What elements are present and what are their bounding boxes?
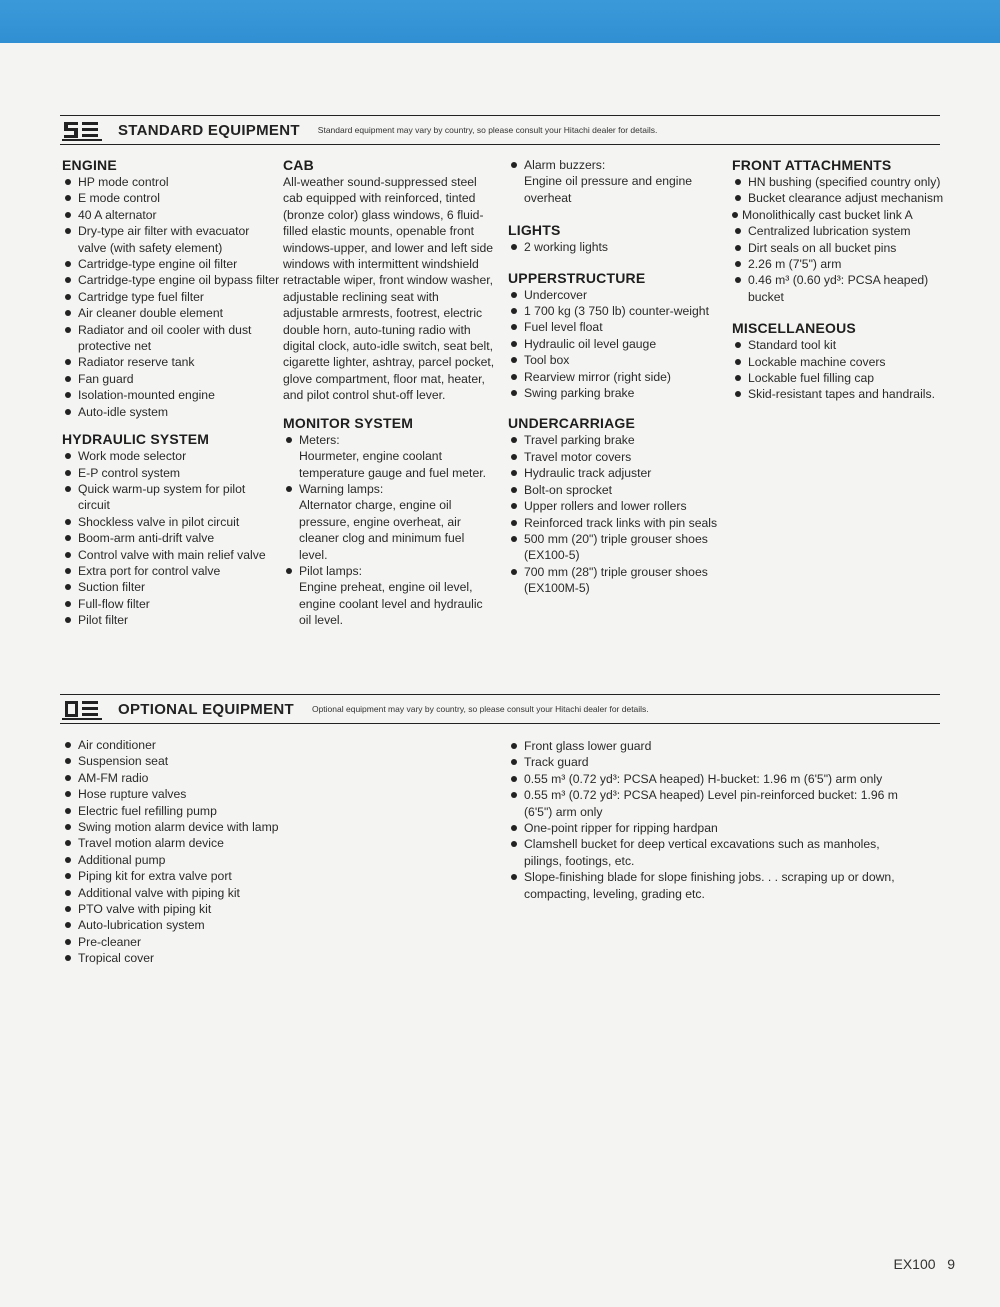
page-footer [893, 1256, 955, 1272]
list-item: Suspension seat [62, 753, 492, 769]
standard-equipment-note: Standard equipment may vary by country, so please consult your Hitachi dealer for details. [317, 125, 658, 135]
hydraulic-list [62, 448, 280, 628]
list-item: Travel motor covers [508, 449, 723, 465]
list-item: Auto-idle system [62, 404, 280, 420]
list-item: Cartridge type fuel filter [62, 289, 280, 305]
monitor-heading: MONITOR SYSTEM [283, 414, 414, 431]
optional-equipment-title: OPTIONAL EQUIPMENT [118, 700, 294, 718]
optional-equipment-logo-icon [60, 698, 112, 720]
monitor-list [283, 432, 495, 448]
list-item: Slope-finishing blade for slope finishing jobs. . . scraping up or down, compacting, leveling, grading etc. [508, 869, 918, 902]
list-item: 0.55 m³ (0.72 yd³: PCSA heaped) Level pin-reinforced bucket: 1.96 m (6'5") arm only [508, 787, 918, 820]
model-name: EX100 [893, 1256, 936, 1272]
list-item: Warning lamps: [283, 481, 495, 497]
list-item: One-point ripper for ripping hardpan [508, 820, 918, 836]
list-item: Travel parking brake [508, 432, 723, 448]
list-item: Swing parking brake [508, 385, 723, 401]
list-item: Dry-type air filter with evacuator valve (with safety element) [62, 223, 280, 256]
hydraulic-heading: HYDRAULIC SYSTEM [62, 431, 210, 448]
engine-heading: ENGINE [62, 157, 117, 173]
list-item: Radiator reserve tank [62, 354, 280, 370]
front-attachments-list [732, 174, 947, 305]
list-item: Pilot lamps: [283, 563, 495, 579]
column-front-misc [732, 156, 947, 403]
upperstructure-list [508, 287, 723, 402]
list-item: E-P control system [62, 465, 280, 481]
list-item: Lockable fuel filling cap [732, 370, 947, 386]
optional-equipment-header [60, 694, 940, 724]
list-item: Air cleaner double element [62, 305, 280, 321]
list-item: Lockable machine covers [732, 354, 947, 370]
list-item: 0.55 m³ (0.72 yd³: PCSA heaped) H-bucket: 1.96 m (6'5") arm only [508, 771, 918, 787]
column-engine-hydraulic [62, 156, 280, 629]
list-item: Meters: [283, 432, 495, 448]
list-item: PTO valve with piping kit [62, 901, 492, 917]
list-item: Monolithically cast bucket link A [732, 207, 947, 223]
list-item: Travel motion alarm device [62, 835, 492, 851]
front-attachments-heading: FRONT ATTACHMENTS [732, 157, 892, 173]
list-item: Tropical cover [62, 950, 492, 966]
list-item: Tool box [508, 352, 723, 368]
list-item: 2.26 m (7'5") arm [732, 256, 947, 272]
list-item: Pre-cleaner [62, 934, 492, 950]
list-item: Fuel level float [508, 319, 723, 335]
list-item: 500 mm (20") triple grouser shoes (EX100-5) [508, 531, 723, 564]
list-item: Centralized lubrication system [732, 223, 947, 239]
list-item: Rearview mirror (right side) [508, 369, 723, 385]
list-item: HP mode control [62, 174, 280, 190]
monitor-list-2 [283, 481, 495, 497]
list-item: 0.46 m³ (0.60 yd³: PCSA heaped) bucket [732, 272, 947, 305]
list-item: Shockless valve in pilot circuit [62, 514, 280, 530]
optional-right-list [508, 738, 918, 902]
optional-right-column [508, 738, 918, 902]
undercarriage-heading: UNDERCARRIAGE [508, 415, 636, 432]
list-item: Cartridge-type engine oil bypass filter [62, 272, 280, 288]
upperstructure-heading: UPPERSTRUCTURE [508, 269, 646, 286]
standard-equipment-title: STANDARD EQUIPMENT [118, 121, 300, 139]
list-item: Hydraulic track adjuster [508, 465, 723, 481]
list-item: Auto-lubrication system [62, 917, 492, 933]
list-item: Control valve with main relief valve [62, 547, 280, 563]
miscellaneous-heading: MISCELLANEOUS [732, 320, 856, 337]
list-item: AM-FM radio [62, 770, 492, 786]
list-item: Upper rollers and lower rollers [508, 498, 723, 514]
list-item: Track guard [508, 754, 918, 770]
miscellaneous-list [732, 337, 947, 403]
optional-left-column [62, 737, 492, 967]
list-item: Suction filter [62, 579, 280, 595]
optional-equipment-note: Optional equipment may vary by country, so please consult your Hitachi dealer for details. [311, 704, 649, 714]
list-item: Hydraulic oil level gauge [508, 336, 723, 352]
list-item: 1 700 kg (3 750 lb) counter-weight [508, 303, 723, 319]
list-item: Swing motion alarm device with lamp [62, 819, 492, 835]
list-item: Quick warm-up system for pilot circuit [62, 481, 280, 514]
list-item: Pilot filter [62, 612, 280, 628]
list-item: Additional pump [62, 852, 492, 868]
list-item: Clamshell bucket for deep vertical excavations such as manholes, pilings, footings, etc. [508, 836, 918, 869]
list-item: Skid-resistant tapes and handrails. [732, 386, 947, 402]
cab-description: All-weather sound-suppressed steel cab equipped with reinforced, tinted (bronze color) glass windows, 6 fluid-filled elastic mounts, openable front windows-upper, and lower and left side windows with intermittent windshield retractable wiper, front window washer, adjustable reclining seat with adjustable armrests, footrest, electric double horn, auto-tuning radio with digital clock, auto-idle switch, seat belt, cigarette lighter, ashtray, parcel pocket, glove compartment, floor mat, heater, and pilot control shut-off lever. [283, 175, 495, 403]
top-color-band [0, 0, 1000, 43]
list-item: Bolt-on sprocket [508, 482, 723, 498]
column-alarm-lights-upper-under [508, 157, 723, 597]
list-item: Extra port for control valve [62, 563, 280, 579]
list-item: Additional valve with piping kit [62, 885, 492, 901]
list-item: HN bushing (specified country only) [732, 174, 947, 190]
lights-list [508, 239, 723, 255]
list-item: Front glass lower guard [508, 738, 918, 754]
list-item: Alarm buzzers: [508, 157, 723, 173]
list-item: Full-flow filter [62, 596, 280, 612]
list-item: Piping kit for extra valve port [62, 868, 492, 884]
standard-equipment-logo-icon [60, 119, 112, 141]
list-item: 700 mm (28") triple grouser shoes (EX100M-5) [508, 564, 723, 597]
list-item: Standard tool kit [732, 337, 947, 353]
meters-description: Hourmeter, engine coolant temperature gauge and fuel meter. [299, 449, 486, 480]
list-item: Isolation-mounted engine [62, 387, 280, 403]
optional-left-list [62, 737, 492, 967]
list-item: 40 A alternator [62, 207, 280, 223]
monitor-list-3 [283, 563, 495, 579]
standard-equipment-header [60, 115, 940, 145]
list-item: 2 working lights [508, 239, 723, 255]
alarm-description: Engine oil pressure and engine overheat [524, 174, 693, 205]
list-item: Bucket clearance adjust mechanism [732, 190, 947, 206]
list-item: Hose rupture valves [62, 786, 492, 802]
list-item: Undercover [508, 287, 723, 303]
warning-description: Alternator charge, engine oil pressure, engine overheat, air cleaner clog and minimum fuel level. [299, 498, 465, 562]
lights-heading: LIGHTS [508, 222, 561, 239]
column-cab-monitor [283, 156, 495, 629]
list-item: Air conditioner [62, 737, 492, 753]
list-item: Boom-arm anti-drift valve [62, 530, 280, 546]
list-item: E mode control [62, 190, 280, 206]
list-item: Dirt seals on all bucket pins [732, 240, 947, 256]
list-item: Cartridge-type engine oil filter [62, 256, 280, 272]
list-item: Reinforced track links with pin seals [508, 515, 723, 531]
cab-heading: CAB [283, 157, 314, 173]
page-number: 9 [947, 1256, 955, 1272]
engine-list [62, 174, 280, 420]
list-item: Electric fuel refilling pump [62, 803, 492, 819]
list-item: Fan guard [62, 371, 280, 387]
list-item: Work mode selector [62, 448, 280, 464]
pilot-description: Engine preheat, engine oil level, engine coolant level and hydraulic oil level. [299, 580, 483, 628]
alarm-list [508, 157, 723, 173]
undercarriage-list [508, 432, 723, 596]
list-item: Radiator and oil cooler with dust protective net [62, 322, 280, 355]
